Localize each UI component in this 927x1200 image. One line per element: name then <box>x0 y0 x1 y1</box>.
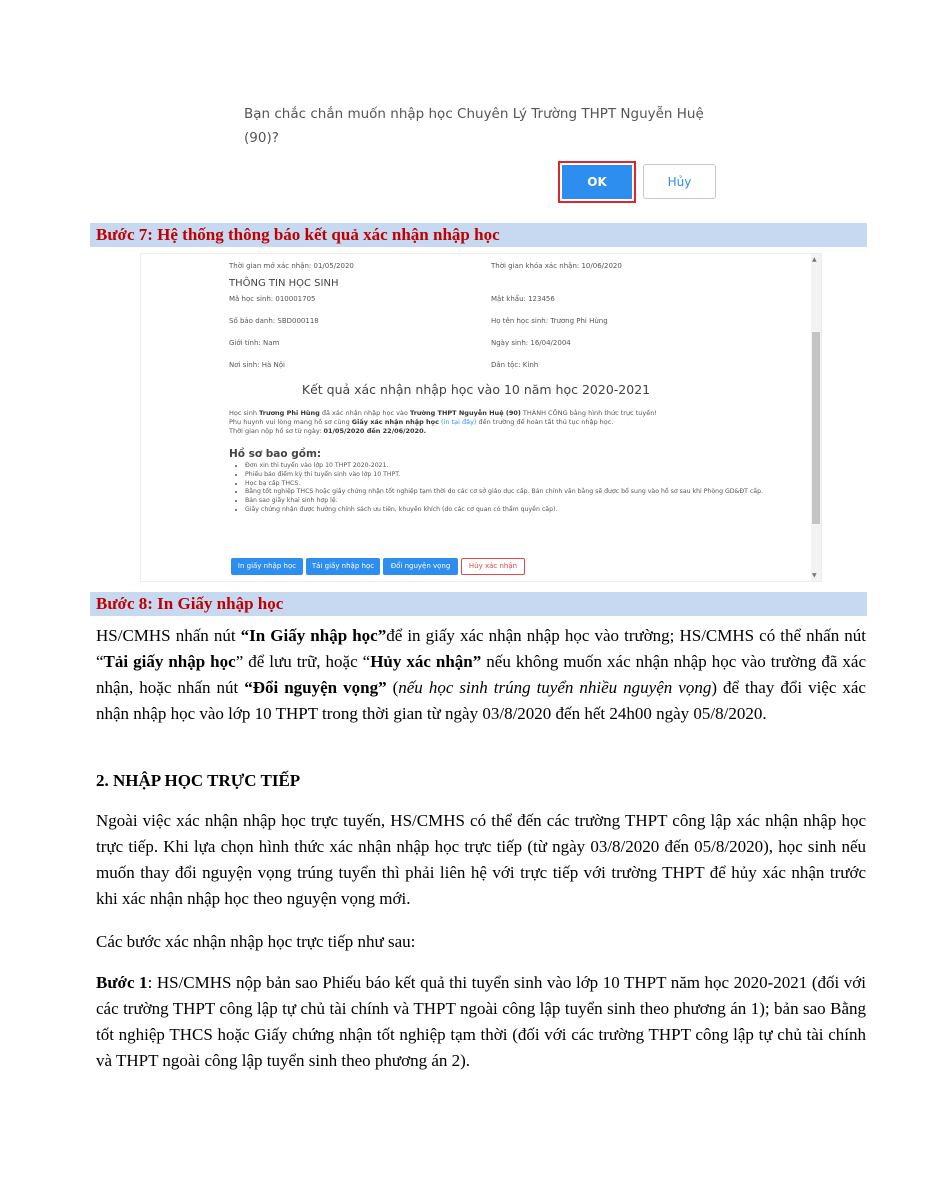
result-title: Kết quả xác nhận nhập học vào 10 năm học 2020-2021 <box>301 382 651 397</box>
gender: Giới tính: Nam <box>229 339 280 347</box>
open-time: Thời gian mở xác nhận: 01/05/2020 <box>229 262 354 270</box>
section2-paragraph-1: Ngoài việc xác nhận nhập học trực tuyến, HS/CMHS có thể đến các trường THPT công lập xác nhận nhập học trực tiếp. Khi lựa chọn hình thức xác nhận nhập học trực tiếp (từ ngày 03/8/2020 đến 05/8/2020), học sinh nếu muốn thay đổi nguyện vọng trúng tuyển thì phải liên hệ với trực tiếp với trường THPT để hủy xác nhận trước khi xác nhận nhập học theo nguyện vọng mới. <box>96 811 866 908</box>
change-preference-button[interactable]: Đổi nguyện vọng <box>383 558 458 575</box>
section2-paragraph-3: Bước 1: HS/CMHS nộp bản sao Phiếu báo kết quả thi tuyển sinh vào lớp 10 THPT năm học 2020-2021 (đối với các trường THPT công lập tự chủ tài chính và THPT ngoài công lập tuyển sinh theo phương án 1); bản sao Bằng tốt nghiệp THCS hoặc Giấy chứng nhận tốt nghiệp tạm thời (đối với các trường THPT công lập tự chủ tài chính và THPT ngoài công lập tuyển sinh theo phương án 2). <box>96 973 866 1070</box>
step7-title: Bước 7: Hệ thống thông báo kết quả xác nhận nhập học <box>90 223 867 247</box>
list-item: • Phiếu báo điểm kỳ thi tuyển sinh vào lớp 10 THPT. <box>245 471 805 480</box>
student-info-title: THÔNG TIN HỌC SINH <box>229 278 339 289</box>
confirm-question: Bạn chắc chắn muốn nhập học Chuyên Lý Trường THPT Nguyễn Huệ (90)? <box>244 106 704 146</box>
list-item: • Bằng tốt nghiệp THCS hoặc giấy chứng nhận tốt nghiệp tạm thời do các cơ sở giáo dục cấp. Bản chính văn bằng sẽ được bổ sung vào hồ sơ sau khi Phòng GD&ĐT cấp. <box>245 488 805 497</box>
password: Mật khẩu: 123456 <box>491 295 555 303</box>
dossier-title: Hồ sơ bao gồm: <box>229 448 322 460</box>
cancel-button[interactable]: Hủy <box>643 164 716 199</box>
step8-title: Bước 8: In Giấy nhập học <box>90 592 867 616</box>
result-line-1: Học sinh Trương Phi Hùng đã xác nhận nhập học vào Trường THPT Nguyễn Huệ (90) THÀNH CÔNG bằng hình thức trực tuyến! <box>229 409 657 417</box>
close-time: Thời gian khóa xác nhận: 10/06/2020 <box>491 262 622 270</box>
list-item: • Bản sao giấy khai sinh hợp lệ. <box>245 497 805 506</box>
ok-button[interactable] <box>558 161 636 203</box>
student-name: Họ tên học sinh: Trương Phi Hùng <box>491 317 608 325</box>
result-line-3: Thời gian nộp hồ sơ từ ngày: 01/05/2020 đến 22/06/2020. <box>229 427 427 435</box>
section2-heading: 2. NHẬP HỌC TRỰC TIẾP <box>96 771 301 790</box>
result-screenshot <box>141 254 821 581</box>
scrollbar-thumb[interactable] <box>812 332 820 524</box>
section2-paragraph-2: Các bước xác nhận nhập học trực tiếp như sau: <box>96 932 416 951</box>
birthplace: Nơi sinh: Hà Nội <box>229 361 285 369</box>
print-admission-button[interactable]: In giấy nhập học <box>231 558 303 575</box>
ethnicity: Dân tộc: Kinh <box>491 361 539 369</box>
result-line-2: Phụ huynh vui lòng mang hồ sơ cùng Giấy xác nhận nhập học (in tại đây) đến trường để hoàn tất thủ tục nhập học. <box>229 418 614 426</box>
download-admission-button[interactable]: Tải giấy nhập học <box>306 558 380 575</box>
student-code: Mã học sinh: 010001705 <box>229 295 316 303</box>
step8-paragraph: HS/CMHS nhấn nút “In Giấy nhập học”để in giấy xác nhận nhập học vào trường; HS/CMHS có thể nhấn nút “Tải giấy nhập học” để lưu trữ, hoặc “Hủy xác nhận” nếu không muốn xác nhận nhập học vào trường đã xác nhận, hoặc nhấn nút “Đổi nguyện vọng” (nếu học sinh trúng tuyển nhiều nguyện vọng) để thay đổi việc xác nhận nhập học vào lớp 10 THPT trong thời gian từ ngày 03/8/2020 đến hết 24h00 ngày 05/8/2020. <box>96 626 867 723</box>
exam-number: Số báo danh: SBD000118 <box>229 317 319 325</box>
list-item: • Giấy chứng nhận được hưởng chính sách ưu tiên, khuyến khích (do các cơ quan có thẩm quyền cấp). <box>245 506 805 515</box>
scroll-up-icon[interactable]: ▲ <box>812 256 817 263</box>
cancel-confirmation-button[interactable]: Hủy xác nhận <box>461 558 525 575</box>
list-item: • Đơn xin thi tuyển vào lớp 10 THPT 2020-2021. <box>245 462 805 471</box>
date-of-birth: Ngày sinh: 16/04/2004 <box>491 339 571 347</box>
print-here-link[interactable]: (in tại đây) <box>438 418 477 426</box>
list-item: • Học bạ cấp THCS. <box>245 480 805 489</box>
dossier-list <box>229 462 805 515</box>
ok-button-label: OK <box>562 165 632 199</box>
scroll-down-icon[interactable]: ▼ <box>812 572 817 579</box>
